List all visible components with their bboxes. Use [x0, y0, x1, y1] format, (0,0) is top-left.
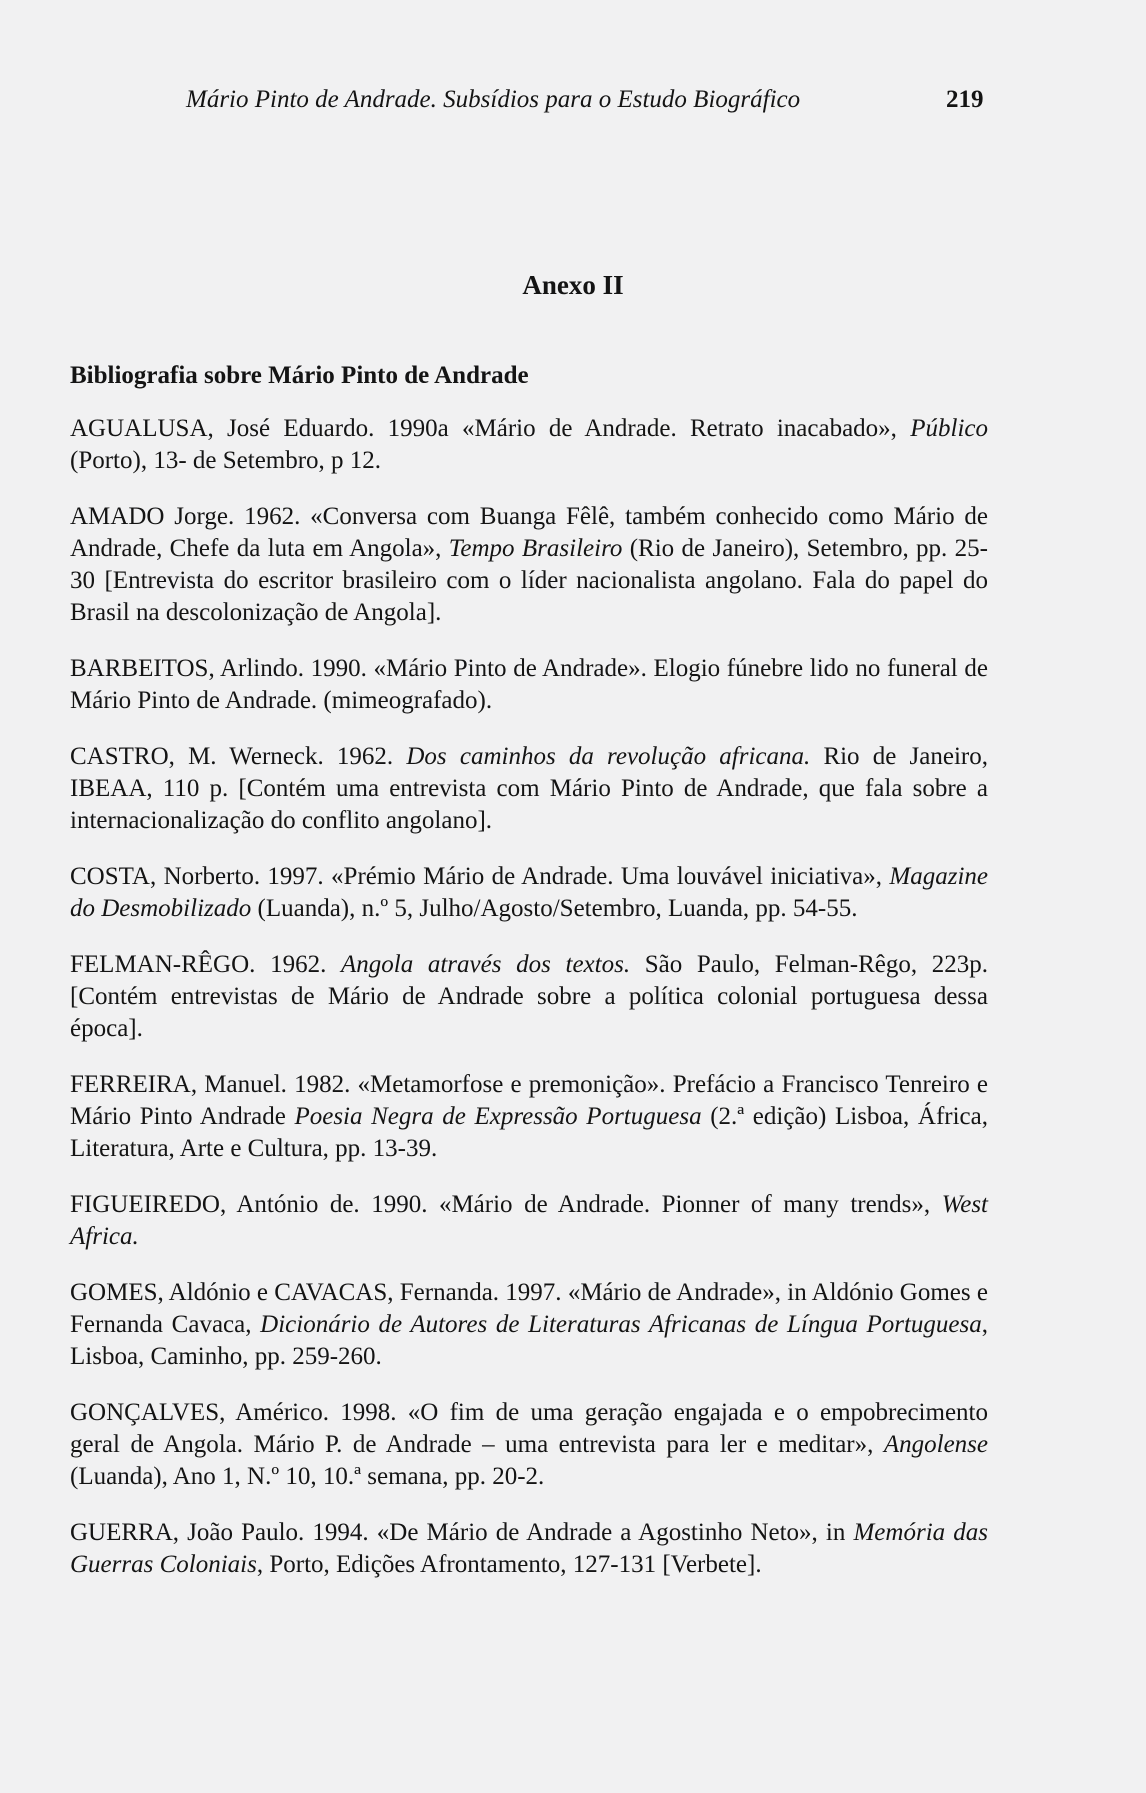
page-number: 219 — [946, 86, 984, 113]
bibliography-entry-barbeitos: BARBEITOS, Arlindo. 1990. «Mário Pinto de Andrade». Elogio fúnebre lido no funeral de Mário Pinto de Andrade. (mimeografado). — [70, 655, 988, 714]
bibliography-entry-gomes: GOMES, Aldónio e CAVACAS, Fernanda. 1997. «Mário de Andrade», in Aldónio Gomes e Fernanda Cavaca, Dicionário de Autores de Literaturas Africanas de Língua Portuguesa, Lisboa, Caminho, pp. 259-260. — [70, 1279, 989, 1370]
bibliography-entry-goncalves: GONÇALVES, Américo. 1998. «O fim de uma geração engajada e o empobrecimento geral de Angola. Mário P. de Andrade – uma entrevista para ler e meditar», Angolense (Luanda), Ano 1, N.º 10, 10.ª semana, pp. 20-2. — [70, 1399, 988, 1490]
bibliography-entry-guerra: GUERRA, João Paulo. 1994. «De Mário de Andrade a Agostinho Neto», in Memória das Guerras Coloniais, Porto, Edições Afrontamento, 127-131 [Verbete]. — [70, 1519, 988, 1578]
bibliography-entry-ferreira: FERREIRA, Manuel. 1982. «Metamorfose e premonição». Prefácio a Francisco Tenreiro e Mário Pinto Andrade Poesia Negra de Expressão Portuguesa (2.ª edição) Lisboa, África, Literatura, Arte e Cultura, pp. 13-39. — [70, 1071, 988, 1162]
bibliography-entry-costa: COSTA, Norberto. 1997. «Prémio Mário de Andrade. Uma louvável iniciativa», Magazine do Desmobilizado (Luanda), n.º 5, Julho/Agosto/Setembro, Luanda, pp. 54-55. — [70, 863, 988, 922]
bibliography-list — [70, 413, 988, 1605]
bibliography-entry-agualusa: AGUALUSA, José Eduardo. 1990a «Mário de Andrade. Retrato inacabado», Público (Porto), 13- de Setembro, p 12. — [70, 415, 988, 474]
bibliography-entry-castro: CASTRO, M. Werneck. 1962. Dos caminhos da revolução africana. Rio de Janeiro, IBEAA, 110 p. [Contém uma entrevista com Mário Pinto de Andrade, que fala sobre a internacionalização do conflito angolano]. — [70, 743, 988, 834]
running-header — [0, 86, 1146, 126]
bibliography-entry-figueiredo: FIGUEIREDO, António de. 1990. «Mário de Andrade. Pionner of many trends», West Africa. — [70, 1191, 988, 1250]
bibliography-entry-amado: AMADO Jorge. 1962. «Conversa com Buanga Fêlê, também conhecido como Mário de Andrade, Chefe da luta em Angola», Tempo Brasileiro (Rio de Janeiro), Setembro, pp. 25-30 [Entrevista do escritor brasileiro com o líder nacionalista angolano. Fala do papel do Brasil na descolonização de Angola]. — [70, 503, 988, 626]
section-title: Bibliografia sobre Mário Pinto de Andrade — [70, 362, 529, 389]
annex-title: Anexo II — [522, 270, 624, 300]
bibliography-entry-felman-rego: FELMAN-RÊGO. 1962. Angola através dos textos. São Paulo, Felman-Rêgo, 223p. [Contém entrevistas de Mário de Andrade sobre a política colonial portuguesa dessa época]. — [70, 951, 988, 1042]
running-title: Mário Pinto de Andrade. Subsídios para o Estudo Biográfico — [186, 86, 801, 113]
